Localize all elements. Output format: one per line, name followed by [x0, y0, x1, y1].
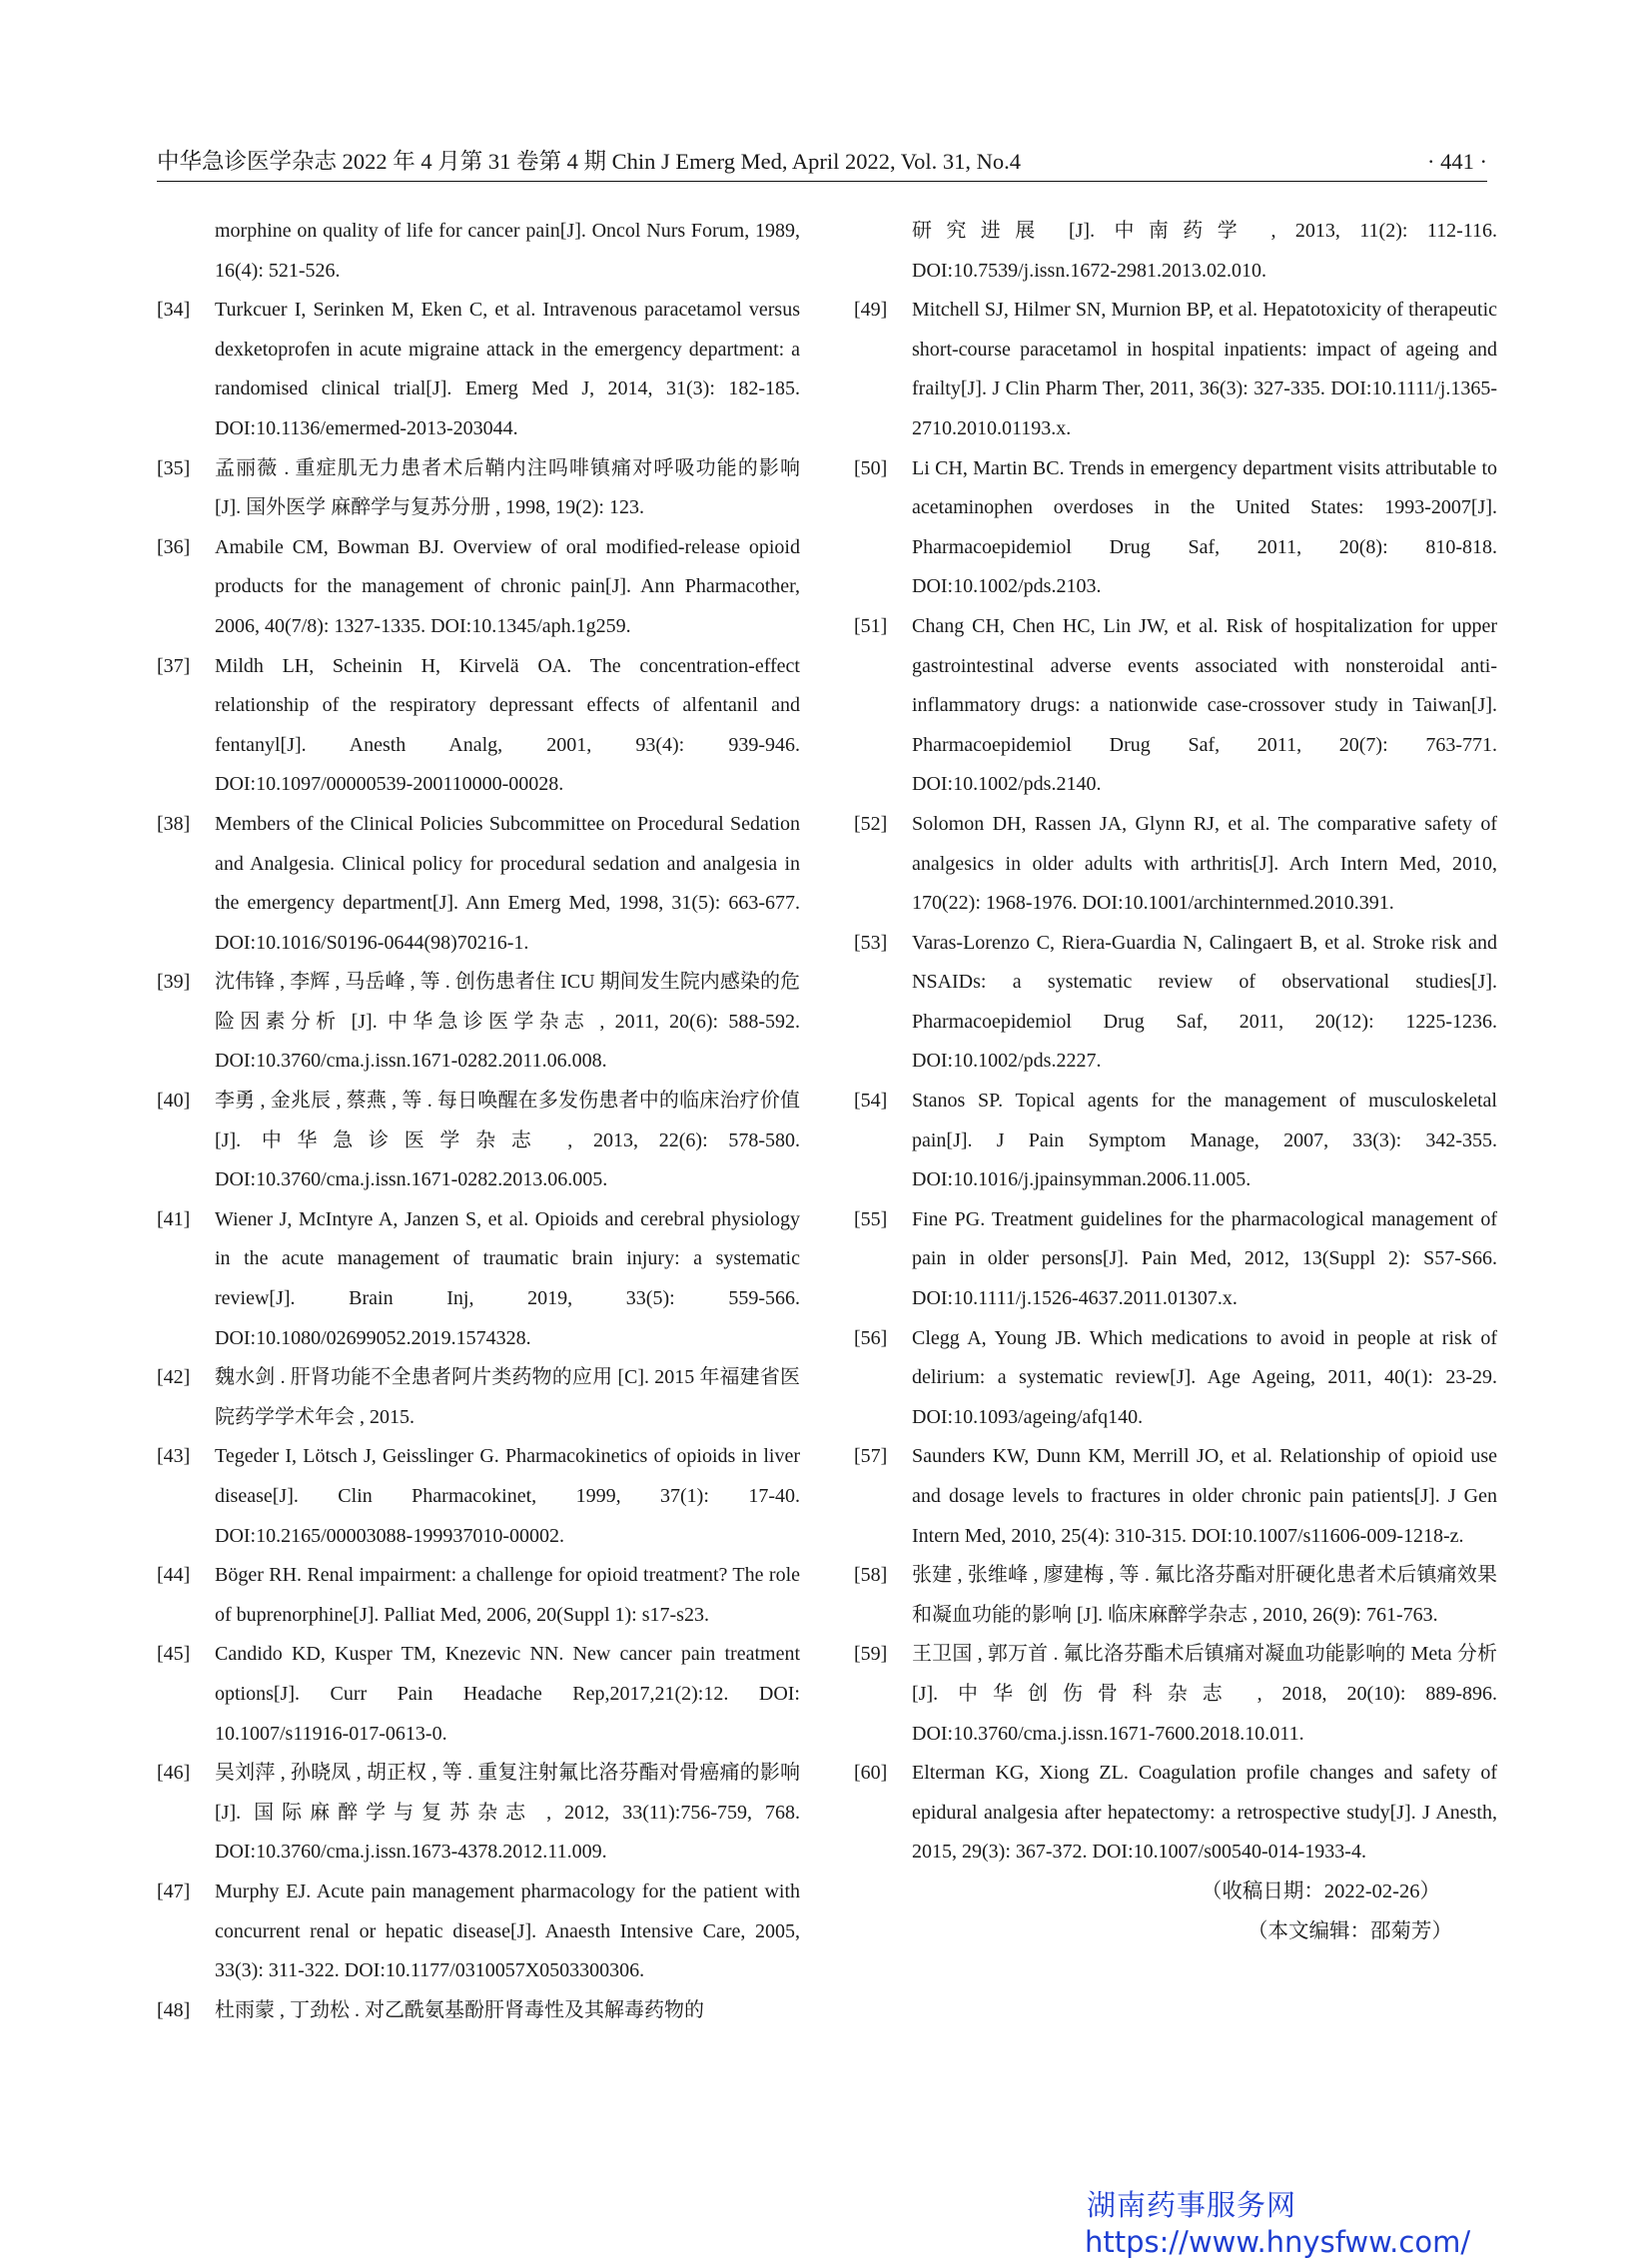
reference-entry [854, 1319, 1497, 1438]
page-number: · 441 · [1427, 149, 1487, 174]
running-header [157, 144, 1487, 180]
reference-text: Stanos SP. Topical agents for the management of musculoskeletal pain[J]. J Pain Symptom Manage, 2007, 33(3): 342-355. DOI:10.1016/j.jpainsymman.2006.11.005. [912, 1090, 1497, 1191]
reference-text: morphine on quality of life for cancer pain[J]. Oncol Nurs Forum, 1989, 16(4): 521-526. [215, 220, 800, 282]
reference-number: [46] [157, 1762, 191, 1785]
reference-text: Li CH, Martin BC. Trends in emergency department visits attributable to acetaminophen overdoses in the United States: 1993-2007[J]. Pharmacoepidemiol Drug Saf, 2011, 20(8): 810-818. DOI:10.1002/pds.2103. [912, 456, 1497, 598]
reference-number: [34] [157, 299, 191, 322]
reference-text: Solomon DH, Rassen JA, Glynn RJ, et al. The comparative safety of analgesics in older adults with arthritis[J]. Arch Intern Med, 2010, 170(22): 1968-1976. DOI:10.1001/archinternmed.2010.391. [912, 812, 1497, 915]
reference-entry [157, 1635, 800, 1754]
reference-number: [51] [854, 614, 888, 637]
reference-text: Elterman KG, Xiong ZL. Coagulation profile changes and safety of epidural analgesia after hepatectomy: a retrospective study[J]. J Anesth, 2015, 29(3): 367-372. DOI:10.1007/s00540-014-1933-4. [912, 1762, 1497, 1864]
reference-text: Mitchell SJ, Hilmer SN, Murnion BP, et al. Hepatotoxicity of therapeutic short-course paracetamol in hospital inpatients: impact of ageing and frailty[J]. J Clin Pharm Ther, 2011, 36(3): 327-335. DOI:10.1111/j.1365-2710.2010.01193.x. [912, 299, 1497, 439]
reference-continuation [854, 212, 1497, 291]
header-rule [157, 181, 1487, 182]
references-left-column [157, 212, 800, 2030]
reference-text: 杜雨蒙 , 丁劲松 . 对乙酰氨基酚肝肾毒性及其解毒药物的 [215, 1998, 704, 2021]
right-reference-list [854, 212, 1497, 1873]
reference-text: 研究进展 [J]. 中南药学 , 2013, 11(2): 112-116. DOI:10.7539/j.issn.1672-2981.2013.02.010. [912, 220, 1497, 282]
reference-text: Wiener J, McIntyre A, Janzen S, et al. Opioids and cerebral physiology in the acute management of traumatic brain injury: a systematic review[J]. Brain Inj, 2019, 33(5): 559-566. DOI:10.1080/02699052.2019.1574328. [215, 1207, 800, 1349]
reference-text: Varas-Lorenzo C, Riera-Guardia N, Calingaert B, et al. Stroke risk and NSAIDs: a systematic review of observational studies[J]. Pharmacoepidemiol Drug Saf, 2011, 20(12): 1225-1236. DOI:10.1002/pds.2227. [912, 931, 1497, 1073]
reference-text: 魏水剑 . 肝肾功能不全患者阿片类药物的应用 [C]. 2015 年福建省医院药学学术年会 , 2015. [215, 1366, 800, 1428]
reference-number: [50] [854, 456, 888, 479]
reference-number: [53] [854, 931, 888, 954]
reference-number: [42] [157, 1366, 191, 1389]
reference-text: 沈伟锋 , 李辉 , 马岳峰 , 等 . 创伤患者住 ICU 期间发生院内感染的危险因素分析 [J]. 中华急诊医学杂志 , 2011, 20(6): 588-592. DOI:10.3760/cma.j.issn.1671-0282.2011.06.008. [215, 971, 800, 1073]
reference-number: [47] [157, 1880, 191, 1902]
reference-number: [45] [157, 1643, 191, 1666]
reference-entry [157, 449, 800, 528]
reference-number: [35] [157, 456, 191, 479]
reference-entry [854, 805, 1497, 924]
reference-text: 张建 , 张维峰 , 廖建梅 , 等 . 氟比洛芬酯对肝硬化患者术后镇痛效果和凝血功能的影响 [J]. 临床麻醉学杂志 , 2010, 26(9): 761-763. [912, 1564, 1497, 1626]
reference-number: [57] [854, 1445, 888, 1468]
reference-entry [157, 1754, 800, 1873]
reference-number: [60] [854, 1762, 888, 1785]
reference-text: Saunders KW, Dunn KM, Merrill JO, et al. Relationship of opioid use and dosage levels to fractures in older chronic pain patients[J]. J Gen Intern Med, 2010, 25(4): 310-315. DOI:10.1007/s11606-009-1218-z. [912, 1445, 1497, 1547]
reference-number: [40] [157, 1090, 191, 1113]
reference-number: [43] [157, 1445, 191, 1468]
reference-text: 吴刘萍 , 孙晓凤 , 胡正权 , 等 . 重复注射氟比洛芬酯对骨癌痛的影响 [J]. 国际麻醉学与复苏杂志 , 2012, 33(11):756-759, 768. DOI:10.3760/cma.j.issn.1673-4378.2012.11.009. [215, 1762, 800, 1864]
reference-entry [157, 528, 800, 647]
reference-entry [157, 1873, 800, 1991]
reference-number: [38] [157, 812, 191, 835]
reference-number: [37] [157, 654, 191, 677]
editor-note: （本文编辑：邵菊芳） [1247, 1919, 1452, 1942]
reference-entry [854, 1437, 1497, 1556]
reference-entry [157, 1358, 800, 1437]
reference-entry [157, 647, 800, 805]
reference-entry [854, 1754, 1497, 1873]
reference-text: Tegeder I, Lötsch J, Geisslinger G. Pharmacokinetics of opioids in liver disease[J]. Clin Pharmacokinet, 1999, 37(1): 17-40. DOI:10.2165/00003088-199937010-00002. [215, 1445, 800, 1547]
reference-number: [36] [157, 535, 191, 558]
reference-number: [49] [854, 299, 888, 322]
reference-text: Turkcuer I, Serinken M, Eken C, et al. Intravenous paracetamol versus dexketoprofen in acute migraine attack in the emergency department: a randomised clinical trial[J]. Emerg Med J, 2014, 31(3): 182-185. DOI:10.1136/emermed-2013-203044. [215, 299, 800, 439]
reference-entry [854, 924, 1497, 1082]
received-date: （收稿日期：2022-02-26） [1201, 1880, 1440, 1902]
references-right-column [854, 212, 1497, 1951]
reference-text: Böger RH. Renal impairment: a challenge for opioid treatment? The role of buprenorphine[J]. Palliat Med, 2006, 20(Suppl 1): s17-s23. [215, 1564, 800, 1626]
reference-entry [854, 449, 1497, 607]
reference-entry [157, 1556, 800, 1635]
reference-entry [854, 1200, 1497, 1319]
reference-entry [854, 607, 1497, 805]
journal-citation-line: 中华急诊医学杂志 2022 年 4 月第 31 卷第 4 期 Chin J Emerg Med, April 2022, Vol. 31, No.4 [157, 149, 1022, 174]
reference-text: 孟丽薇 . 重症肌无力患者术后鞘内注吗啡镇痛对呼吸功能的影响 [J]. 国外医学 麻醉学与复苏分册 , 1998, 19(2): 123. [215, 456, 800, 519]
reference-number: [58] [854, 1564, 888, 1587]
reference-entry [157, 1437, 800, 1556]
reference-entry [854, 1556, 1497, 1635]
reference-text: Candido KD, Kusper TM, Knezevic NN. New cancer pain treatment options[J]. Curr Pain Headache Rep,2017,21(2):12. DOI: 10.1007/s11916-017-0613-0. [215, 1643, 800, 1745]
reference-entry [157, 963, 800, 1082]
reference-number: [44] [157, 1564, 191, 1587]
reference-text: Fine PG. Treatment guidelines for the pharmacological management of pain in older persons[J]. Pain Med, 2012, 13(Suppl 2): S57-S66. DOI:10.1111/j.1526-4637.2011.01307.x. [912, 1207, 1497, 1310]
reference-number: [59] [854, 1643, 888, 1666]
reference-entry [157, 1200, 800, 1358]
reference-number: [52] [854, 812, 888, 835]
reference-text: Members of the Clinical Policies Subcommittee on Procedural Sedation and Analgesia. Clinical policy for procedural sedation and analgesia in the emergency department[J]. Ann Emerg Med, 1998, 31(5): 663-677. DOI:10.1016/S0196-0644(98)70216-1. [215, 812, 800, 954]
reference-entry [854, 291, 1497, 448]
reference-number: [48] [157, 1998, 191, 2021]
site-watermark [1085, 2187, 1484, 2261]
reference-text: Murphy EJ. Acute pain management pharmacology for the patient with concurrent renal or hepatic disease[J]. Anaesth Intensive Care, 2005, 33(3): 311-322. DOI:10.1177/0310057X0503300306. [215, 1880, 800, 1982]
reference-entry [157, 805, 800, 963]
reference-text: 王卫国 , 郭万首 . 氟比洛芬酯术后镇痛对凝血功能影响的 Meta 分析 [J]. 中华创伤骨科杂志 , 2018, 20(10): 889-896. DOI:10.3760/cma.j.issn.1671-7600.2018.10.011. [912, 1643, 1497, 1745]
reference-entry [157, 1991, 800, 2031]
reference-entry [157, 1082, 800, 1200]
reference-number: [41] [157, 1207, 191, 1230]
reference-text: 李勇 , 金兆辰 , 蔡燕 , 等 . 每日唤醒在多发伤患者中的临床治疗价值 [J]. 中华急诊医学杂志 , 2013, 22(6): 578-580. DOI:10.3760/cma.j.issn.1671-0282.2013.06.005. [215, 1090, 800, 1191]
reference-entry [854, 1635, 1497, 1754]
reference-number: [39] [157, 971, 191, 994]
reference-entry [854, 1082, 1497, 1200]
reference-text: Clegg A, Young JB. Which medications to avoid in people at risk of delirium: a systematic review[J]. Age Ageing, 2011, 40(1): 23-29. DOI:10.1093/ageing/afq140. [912, 1326, 1497, 1428]
watermark-url-link[interactable]: https://www.hnysfww.com/ [1085, 2225, 1471, 2259]
reference-text: Chang CH, Chen HC, Lin JW, et al. Risk of hospitalization for upper gastrointestinal adverse events associated with nonsteroidal anti-inflammatory drugs: a nationwide case-crossover study in Taiwan[J]. Pharmacoepidemiol Drug Saf, 2011, 20(7): 763-771. DOI:10.1002/pds.2140. [912, 614, 1497, 796]
reference-text: Mildh LH, Scheinin H, Kirvelä OA. The concentration-effect relationship of the respiratory depressant effects of alfentanil and fentanyl[J]. Anesth Analg, 2001, 93(4): 939-946. DOI:10.1097/00000539-200110000-00028. [215, 654, 800, 796]
reference-entry [157, 291, 800, 448]
reference-number: [56] [854, 1326, 888, 1349]
reference-number: [55] [854, 1207, 888, 1230]
reference-text: Amabile CM, Bowman BJ. Overview of oral modified-release opioid products for the management of chronic pain[J]. Ann Pharmacother, 2006, 40(7/8): 1327-1335. DOI:10.1345/aph.1g259. [215, 535, 800, 637]
reference-continuation [157, 212, 800, 291]
watermark-site-name: 湖南药事服务网 [1087, 2188, 1297, 2222]
reference-number: [54] [854, 1090, 888, 1113]
